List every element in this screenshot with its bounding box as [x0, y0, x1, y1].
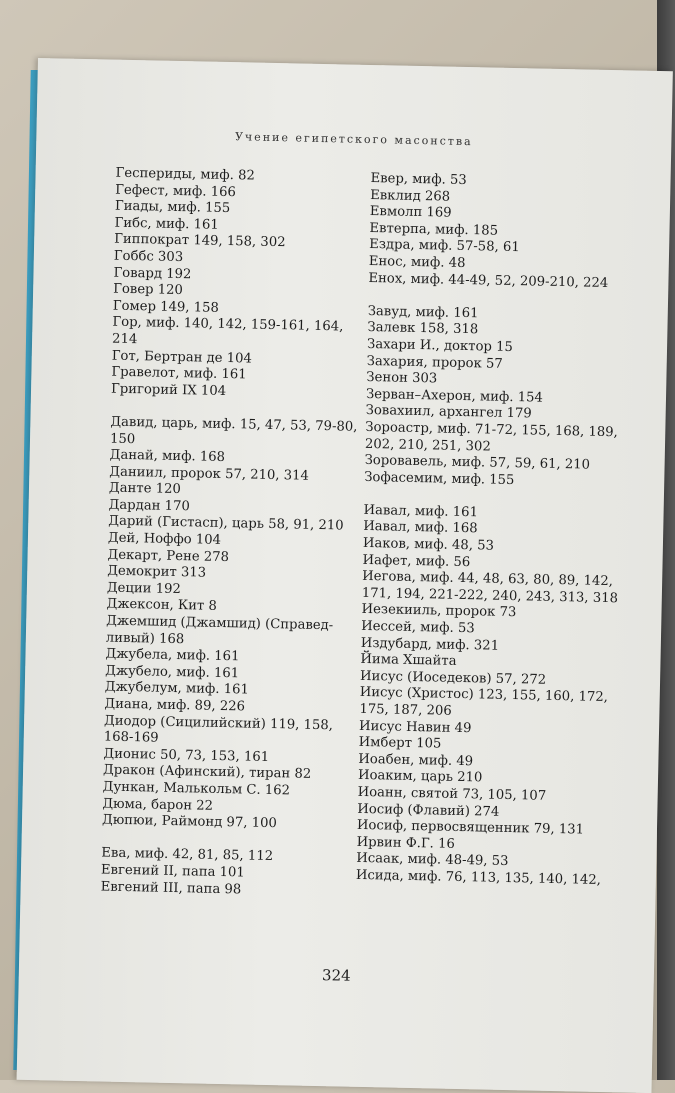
index-entry: Иезекииль, пророк 73	[361, 602, 517, 621]
index-entry: Даниил, пророк 57, 210, 314	[109, 464, 310, 484]
index-entry: Гор, миф. 140, 142, 159-161, 164, 214	[111, 314, 344, 348]
index-entry: Декарт, Рене 278	[107, 547, 230, 565]
running-header: Учение египетского масонства	[234, 130, 473, 149]
index-entry: Гоббс 303	[113, 248, 184, 266]
index-entry: Иавал, миф. 161	[363, 502, 479, 521]
index-entry: 175, 187, 206	[359, 701, 452, 719]
index-entry: Ева, миф. 42, 81, 85, 112	[101, 845, 274, 865]
index-entry: Зерван–Ахерон, миф. 154	[365, 386, 543, 406]
index-entry: Иоаким, царь 210	[357, 768, 483, 786]
index-entry: Говер 120	[113, 281, 184, 299]
index-entry: Дарий (Гистасп), царь 58, 91, 210	[108, 514, 344, 534]
index-entry: Гибс, миф. 161	[114, 215, 219, 233]
index-entry: Гефест, миф. 166	[115, 182, 237, 200]
index-entry: 168-169	[103, 729, 159, 746]
index-column-right	[356, 171, 633, 890]
index-entry: Ирвин Ф.Г. 16	[356, 834, 455, 852]
index-entry: Евтерпа, миф. 185	[369, 220, 499, 239]
index-entry: Издубард, миф. 321	[360, 635, 500, 654]
index-entry: Захария, пророк 57	[366, 353, 503, 372]
index-entry: Дардан 170	[108, 497, 190, 515]
index-entry: Дункан, Малькольм С. 162	[102, 779, 291, 799]
index-entry: Дей, Ноффо 104	[107, 530, 222, 548]
index-entry: Иафет, миф. 56	[362, 552, 471, 570]
index-entry: Диодор (Сицилийский) 119, 158,	[103, 713, 334, 733]
index-entry: Давид, царь, миф. 15, 47, 53, 79-80,	[110, 414, 358, 435]
index-entry: Данай, миф. 168	[109, 447, 226, 466]
index-entry: Зороастр, миф. 71-72, 155, 168, 189,	[365, 419, 618, 441]
index-entry: Евер, миф. 53	[370, 170, 467, 189]
page-number: 324	[321, 966, 351, 985]
index-entry: Иоабен, миф. 49	[358, 751, 474, 770]
index-entry: 150	[109, 431, 136, 447]
index-entry: 171, 194, 221-222, 240, 243, 313, 318	[361, 585, 619, 607]
index-column-left	[100, 166, 365, 901]
index-entry: Зофасемим, миф. 155	[364, 469, 515, 488]
index-entry: Евмолп 169	[369, 204, 452, 221]
index-entry: Ездра, миф. 57-58, 61	[369, 237, 520, 256]
index-entry: Геспериды, миф. 82	[115, 165, 256, 184]
index-entry: Говард 192	[113, 265, 192, 282]
index-entry: Джексон, Кит 8	[106, 596, 217, 615]
index-entry: Гиады, миф. 155	[114, 198, 231, 217]
index-entry: Джубелум, миф. 161	[104, 679, 250, 698]
index-entry: Йима Хшайта	[360, 652, 457, 670]
index-entry: Диана, миф. 89, 226	[104, 696, 246, 715]
book-page	[17, 58, 673, 1093]
index-entry: Дюма, барон 22	[102, 796, 214, 814]
index-entry: Гомер 149, 158	[112, 298, 220, 316]
index-entry: Гравелот, миф. 161	[111, 364, 247, 383]
index-entry: Иессей, миф. 53	[361, 618, 475, 637]
index-entry: Зоровавель, миф. 57, 59, 61, 210	[364, 453, 591, 473]
index-entry: Джубело, миф. 161	[105, 663, 240, 682]
index-entry: Иосиф (Флавий) 274	[357, 801, 500, 820]
index-entry: Дюпюи, Раймонд 97, 100	[101, 812, 277, 832]
index-entry: Завуд, миф. 161	[367, 303, 479, 322]
index-entry: Исаак, миф. 48-49, 53	[356, 851, 509, 870]
index-entry: Евклид 268	[370, 187, 451, 205]
index-entry: Енох, миф. 44-49, 52, 209-210, 224	[368, 270, 609, 291]
index-entry: Гот, Бертран де 104	[111, 348, 253, 367]
index-entry: Иосиф, первосвященник 79, 131	[356, 818, 585, 838]
index-entry: Иегова, миф. 44, 48, 63, 80, 89, 142,	[362, 569, 614, 590]
index-entry: Иисус Навин 49	[358, 718, 472, 736]
index-entry: Евгений II, папа 101	[100, 862, 245, 881]
index-entry: Иаков, миф. 48, 53	[362, 535, 495, 554]
index-entry: Иавал, миф. 168	[363, 519, 478, 537]
index-entry: Евгений III, папа 98	[100, 879, 242, 897]
index-entry: ливый) 168	[105, 630, 185, 647]
index-entry: Исида, миф. 76, 113, 135, 140, 142,	[355, 867, 602, 888]
index-entry: Зенон 303	[366, 370, 438, 387]
index-entry: Иисус (Иоседеков) 57, 272	[359, 668, 547, 688]
index-entry: Джубела, миф. 161	[105, 646, 240, 665]
index-entry: Зовахиил, архангел 179	[365, 403, 532, 422]
index-entry: Енос, миф. 48	[368, 253, 466, 271]
index-entry: Дракон (Афинский), тиран 82	[102, 762, 312, 783]
index-entry: Джемшид (Джамшид) (Справед-	[106, 613, 334, 634]
index-entry: Дионис 50, 73, 153, 161	[103, 746, 270, 765]
index-entry: Залевк 158, 318	[367, 320, 479, 338]
index-entry: Демокрит 313	[107, 563, 207, 581]
index-entry: Иоанн, святой 73, 105, 107	[357, 784, 547, 804]
index-entry: Гиппократ 149, 158, 302	[114, 232, 286, 251]
index-entry: Деции 192	[106, 580, 182, 597]
index-entry: Данте 120	[108, 480, 181, 498]
index-entry: Захари И., доктор 15	[366, 336, 514, 355]
index-entry: 202, 210, 251, 302	[364, 436, 491, 455]
index-entry: Имберт 105	[358, 735, 442, 752]
index-entry: Григорий IX 104	[110, 381, 227, 399]
index-entry: Иисус (Христос) 123, 155, 160, 172,	[359, 685, 609, 706]
